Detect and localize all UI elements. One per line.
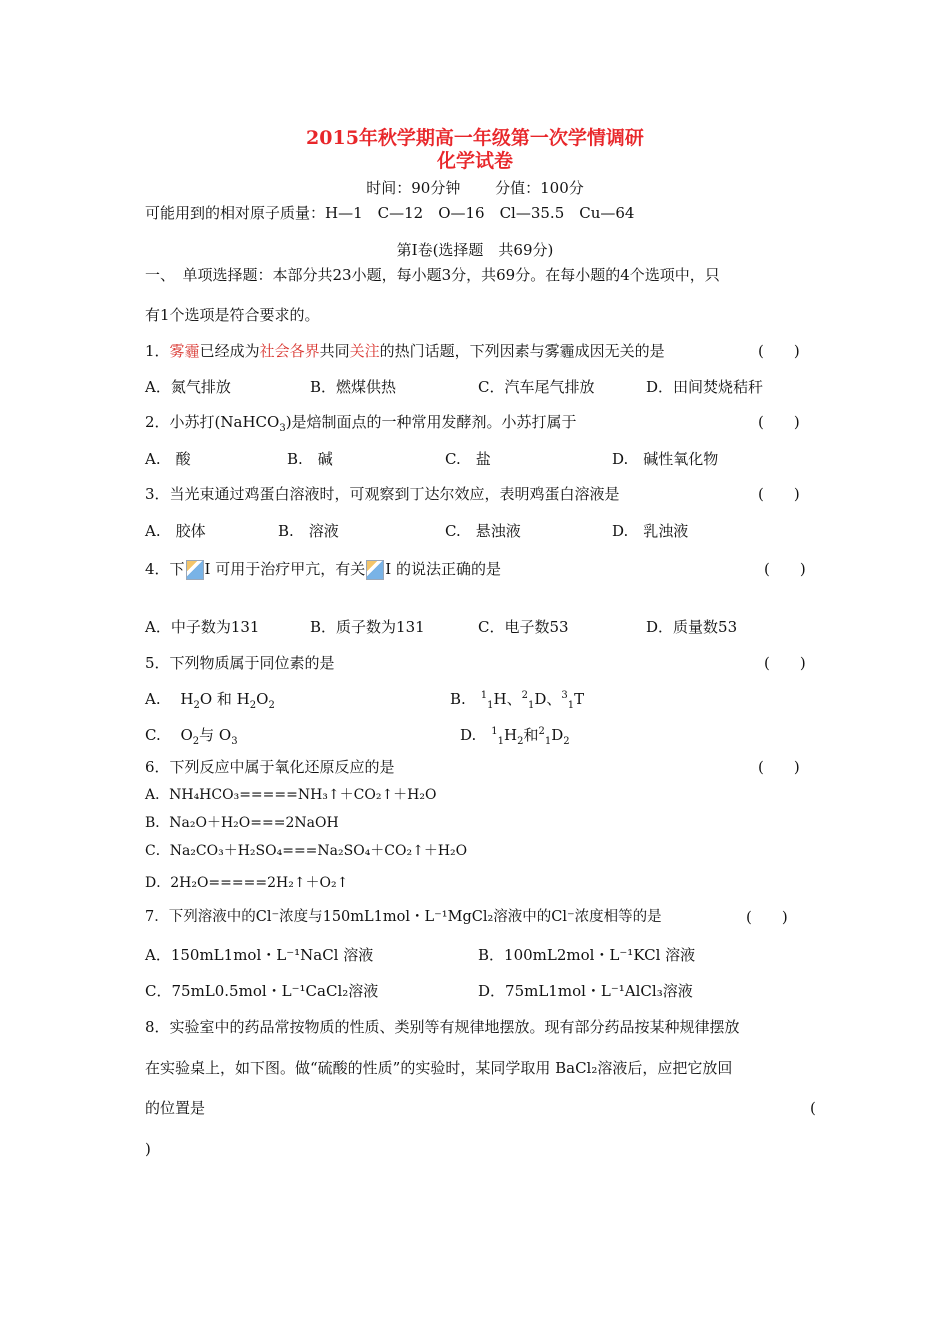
q3-option-a: A. 胶体 bbox=[145, 522, 206, 540]
text-segment: H bbox=[504, 726, 518, 744]
q2-option-b: B. 碱 bbox=[287, 450, 333, 468]
q3-option-d: D. 乳浊液 bbox=[612, 522, 689, 540]
instructions-line-2: 有1个选项是符合要求的。 bbox=[145, 306, 320, 324]
q1-option-c: C．汽车尾气排放 bbox=[478, 378, 595, 396]
answer-paren: ( ) bbox=[764, 654, 806, 672]
question-8-line-3: 的位置是 bbox=[145, 1099, 206, 1117]
text-segment: I 的说法正确的是 bbox=[385, 560, 501, 578]
text-segment: 4．下 bbox=[145, 560, 185, 578]
instructions-line-1: 一、 单项选择题：本部分共23小题，每小题3分，共69分。在每小题的4个选项中，只 bbox=[145, 266, 720, 284]
subscript: 1 bbox=[487, 700, 494, 711]
question-5: 5．下列物质属于同位素的是 bbox=[145, 654, 335, 672]
text-segment: C. O bbox=[145, 726, 193, 744]
answer-paren: ( ) bbox=[746, 908, 788, 926]
text-segment: )是焙制面点的一种常用发酵剂。小苏打属于 bbox=[285, 413, 577, 431]
text-segment: 的热门话题，下列因素与雾霾成因无关的是 bbox=[379, 342, 665, 360]
text-segment: 已经成为 bbox=[199, 342, 260, 360]
text-segment: 2．小苏打(NaHCO bbox=[145, 413, 280, 431]
answer-paren: ( ) bbox=[758, 413, 800, 431]
text-segment: O 和 H bbox=[199, 690, 250, 708]
superscript: 3 bbox=[561, 690, 568, 701]
question-1 bbox=[145, 341, 665, 361]
section-title: 第Ⅰ卷(选择题 共69分) bbox=[396, 241, 554, 259]
text-segment: D bbox=[551, 726, 564, 744]
question-7: 7．下列溶液中的Cl⁻浓度与150mL1mol・L⁻¹MgCl₂溶液中的Cl⁻浓度相等的是 bbox=[145, 909, 662, 925]
subscript: 2 bbox=[249, 700, 257, 711]
q3-option-c: C. 悬浊液 bbox=[445, 522, 521, 540]
subscript: 1 bbox=[567, 700, 575, 711]
q6-option-d: D．2H₂O=====2H₂↑＋O₂↑ bbox=[145, 875, 349, 891]
text-segment: D. bbox=[460, 726, 492, 744]
q1-option-b: B．燃煤供热 bbox=[310, 378, 397, 396]
q2-option-c: C. 盐 bbox=[445, 450, 491, 468]
subscript: 2 bbox=[517, 736, 524, 747]
text-segment: O bbox=[256, 690, 269, 708]
time-score: 时间：90分钟 分值：100分 bbox=[366, 179, 584, 197]
subscript: 3 bbox=[231, 736, 238, 747]
q4-option-a: A．中子数为131 bbox=[145, 618, 260, 636]
title-line-1: 2015年秋学期高一年级第一次学情调研 bbox=[306, 127, 644, 149]
q5-option-c bbox=[145, 725, 238, 745]
superscript: 1 bbox=[491, 726, 498, 737]
superscript: 2 bbox=[538, 726, 545, 737]
answer-paren: ( ) bbox=[758, 485, 800, 503]
subscript: 2 bbox=[192, 736, 200, 747]
keyword-smog: 雾霾 bbox=[169, 342, 200, 360]
subscript: 2 bbox=[193, 700, 200, 711]
keyword-attention: 关注 bbox=[349, 342, 380, 360]
q4-option-b: B．质子数为131 bbox=[310, 618, 425, 636]
subscript: 2 bbox=[563, 736, 570, 747]
question-8-line-1: 8．实验室中的药品常按物质的性质、类别等有规律地摆放。现有部分药品按某种规律摆放 bbox=[145, 1018, 740, 1036]
subscript: 1 bbox=[528, 700, 535, 711]
q4-option-d: D．质量数53 bbox=[646, 618, 738, 636]
q7-option-b: B．100mL2mol・L⁻¹KCl 溶液 bbox=[478, 946, 696, 964]
q5-option-d bbox=[460, 725, 570, 745]
text-segment: I 可用于治疗甲亢，有关 bbox=[204, 560, 366, 578]
text-segment: T bbox=[574, 690, 585, 708]
text-segment: D、 bbox=[534, 690, 562, 708]
answer-paren: ( ) bbox=[764, 560, 806, 578]
question-number: 1． bbox=[145, 342, 170, 360]
subscript: 3 bbox=[279, 423, 286, 434]
q7-option-c: C．75mL0.5mol・L⁻¹CaCl₂溶液 bbox=[145, 982, 379, 1000]
text-segment: A. H bbox=[145, 690, 194, 708]
q6-option-a: A．NH₄HCO₃=====NH₃↑＋CO₂↑＋H₂O bbox=[145, 787, 437, 803]
question-4 bbox=[145, 559, 501, 580]
broken-image-icon bbox=[186, 560, 204, 580]
answer-paren-close: ) bbox=[145, 1140, 151, 1158]
title-line-2: 化学试卷 bbox=[436, 150, 513, 172]
q1-option-a: A．氮气排放 bbox=[145, 378, 231, 396]
question-3: 3．当光束通过鸡蛋白溶液时，可观察到丁达尔效应，表明鸡蛋白溶液是 bbox=[145, 485, 620, 503]
q6-option-b: B．Na₂O＋H₂O===2NaOH bbox=[145, 815, 339, 831]
superscript: 1 bbox=[480, 690, 488, 701]
q7-option-d: D．75mL1mol・L⁻¹AlCl₃溶液 bbox=[478, 982, 693, 1000]
text-segment: 共同 bbox=[319, 342, 350, 360]
question-6: 6．下列反应中属于氧化还原反应的是 bbox=[145, 758, 395, 776]
q3-option-b: B. 溶液 bbox=[278, 522, 339, 540]
q6-option-c: C．Na₂CO₃＋H₂SO₄===Na₂SO₄＋CO₂↑＋H₂O bbox=[145, 843, 468, 859]
answer-paren: ( ) bbox=[758, 342, 800, 360]
text-segment: 与 O bbox=[199, 726, 232, 744]
q5-option-a bbox=[145, 689, 275, 709]
text-segment: H、 bbox=[493, 690, 522, 708]
subscript: 1 bbox=[544, 736, 552, 747]
q4-option-c: C．电子数53 bbox=[478, 618, 569, 636]
q5-option-b bbox=[450, 689, 584, 709]
atomic-masses: 可能用到的相对原子质量：H—1 C—12 O—16 Cl—35.5 Cu—64 bbox=[145, 204, 635, 222]
keyword-society: 社会各界 bbox=[259, 342, 320, 360]
text-segment: B. bbox=[450, 690, 481, 708]
subscript: 2 bbox=[268, 700, 275, 711]
answer-paren-open: ( bbox=[810, 1099, 816, 1117]
question-8-line-2: 在实验桌上，如下图。做“硫酸的性质”的实验时，某同学取用 BaCl₂溶液后，应把它放回 bbox=[145, 1059, 733, 1077]
q2-option-d: D. 碱性氧化物 bbox=[612, 450, 719, 468]
text-segment: 和 bbox=[523, 726, 539, 744]
superscript: 2 bbox=[521, 690, 529, 701]
answer-paren: ( ) bbox=[758, 758, 800, 776]
q2-option-a: A. 酸 bbox=[145, 450, 191, 468]
q1-option-d: D．田间焚烧秸秆 bbox=[646, 378, 764, 396]
subscript: 1 bbox=[497, 736, 505, 747]
broken-image-icon bbox=[366, 560, 384, 580]
q7-option-a: A．150mL1mol・L⁻¹NaCl 溶液 bbox=[145, 946, 374, 964]
question-2 bbox=[145, 412, 577, 432]
